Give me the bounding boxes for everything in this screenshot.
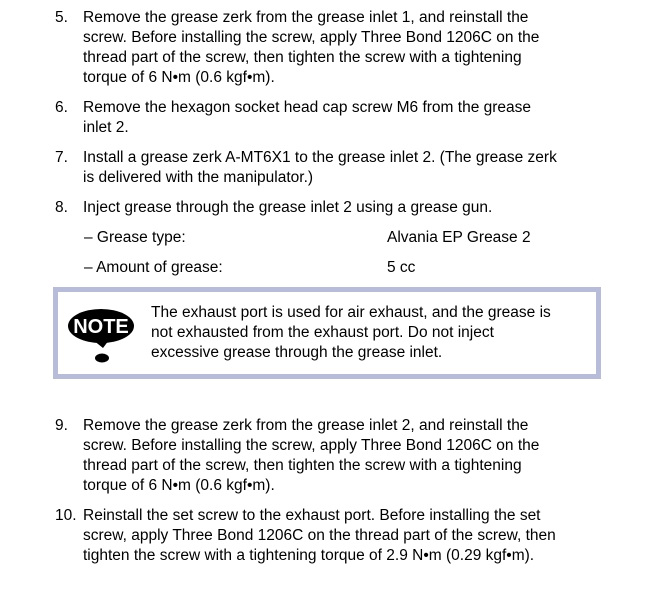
step-line: torque of 6 N•m (0.6 kgf•m).: [83, 69, 275, 86]
grease-amount-value: 5 cc: [387, 259, 416, 276]
step-line: Inject grease through the grease inlet 2 using a grease gun.: [83, 199, 493, 216]
step-line: inlet 2.: [83, 119, 129, 136]
step-line: is delivered with the manipulator.): [83, 169, 314, 186]
note-line: excessive grease through the grease inlet.: [151, 344, 443, 361]
step-line: Remove the hexagon socket head cap screw M6 from the grease: [83, 99, 532, 116]
step-7: [55, 148, 615, 188]
step-line: screw, apply Three Bond 1206C on the thread part of the screw, then: [83, 527, 556, 544]
step-line: screw. Before installing the screw, apply Three Bond 1206C on the: [83, 437, 540, 454]
step-text: [83, 198, 615, 218]
step-line: Remove the grease zerk from the grease inlet 2, and reinstall the: [83, 417, 529, 434]
step-line: tighten the screw with a tightening torque of 2.9 N•m (0.29 kgf•m).: [83, 547, 535, 564]
step-9: [55, 416, 615, 496]
step-text: [83, 148, 615, 188]
step-line: screw. Before installing the screw, apply Three Bond 1206C on the: [83, 29, 540, 46]
step-line: thread part of the screw, then tighten the screw with a tightening: [83, 49, 522, 66]
step-line: torque of 6 N•m (0.6 kgf•m).: [83, 477, 275, 494]
step-6: [55, 98, 615, 138]
step-number: 7.: [55, 149, 68, 166]
step-10: [55, 506, 615, 566]
note-box: [53, 287, 601, 379]
step-line: thread part of the screw, then tighten the screw with a tightening: [83, 457, 522, 474]
grease-amount-label: – Amount of grease:: [84, 259, 223, 276]
step-text: [83, 506, 615, 566]
step-text: [83, 416, 615, 496]
note-icon-label: NOTE: [73, 316, 129, 338]
step-line: Reinstall the set screw to the exhaust port. Before installing the set: [83, 507, 541, 524]
step-text: [83, 98, 615, 138]
step-number: 6.: [55, 99, 68, 116]
note-line: not exhausted from the exhaust port. Do not inject: [151, 324, 494, 341]
note-line: The exhaust port is used for air exhaust, and the grease is: [151, 304, 551, 321]
step-number: 8.: [55, 199, 68, 216]
grease-type-label: – Grease type:: [84, 229, 186, 246]
grease-type-value: Alvania EP Grease 2: [387, 229, 531, 246]
step-number: 5.: [55, 9, 68, 26]
step-line: Remove the grease zerk from the grease inlet 1, and reinstall the: [83, 9, 529, 26]
step-text: [83, 8, 615, 88]
step-number: 9.: [55, 417, 68, 434]
note-text: [151, 303, 581, 363]
step-5: [55, 8, 615, 88]
step-8: [55, 198, 615, 218]
step-number: 10.: [55, 507, 77, 524]
step-line: Install a grease zerk A-MT6X1 to the grease inlet 2. (The grease zerk: [83, 149, 557, 166]
note-icon: [67, 306, 137, 366]
